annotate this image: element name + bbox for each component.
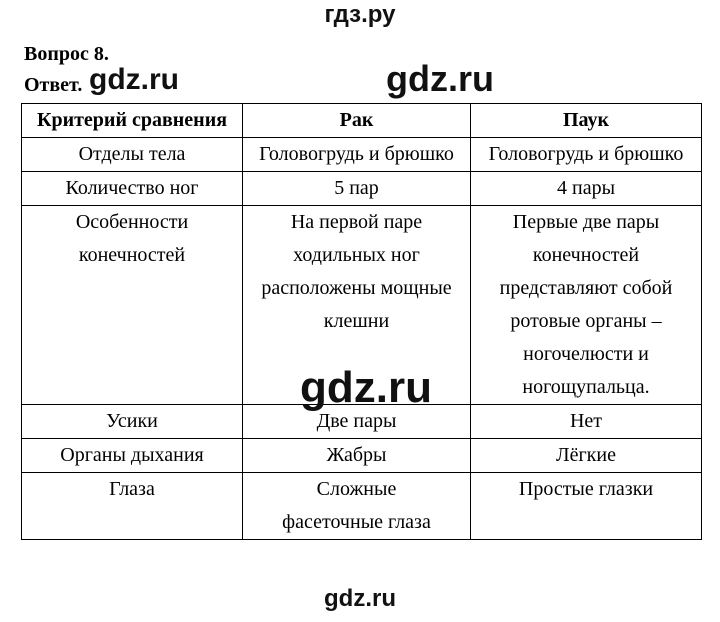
cell-criterion: Органы дыхания: [22, 439, 243, 473]
cell-criterion: Отделы тела: [22, 138, 243, 172]
cell-spider: Простые глазки: [471, 473, 702, 540]
cell-spider: Первые две пары конечностей представляют собой ротовые органы – ногочелюсти и ногощупальца.: [471, 206, 702, 405]
cell-crayfish: Две пары: [243, 405, 471, 439]
comparison-table: [21, 103, 702, 540]
header-spider: Паук: [471, 104, 702, 138]
cell-crayfish: Сложные фасеточные глаза: [243, 473, 471, 540]
header-crayfish: Рак: [243, 104, 471, 138]
table-row: [22, 172, 702, 206]
table-row: [22, 473, 702, 540]
watermark-bottom: gdz.ru: [324, 585, 396, 612]
table-row: [22, 138, 702, 172]
cell-criterion: Усики: [22, 405, 243, 439]
cell-spider: Нет: [471, 405, 702, 439]
watermark-top: гдз.ру: [324, 1, 396, 28]
watermark-right: gdz.ru: [386, 58, 494, 99]
table-header-row: [22, 104, 702, 138]
table-row: [22, 439, 702, 473]
cell-crayfish: На первой паре ходильных ног расположены мощные клешни: [243, 206, 471, 405]
cell-criterion: Количество ног: [22, 172, 243, 206]
question-number: Вопрос 8.: [24, 43, 109, 65]
cell-spider: Лёгкие: [471, 439, 702, 473]
cell-criterion: Глаза: [22, 473, 243, 540]
cell-spider: Головогрудь и брюшко: [471, 138, 702, 172]
cell-crayfish: Головогрудь и брюшко: [243, 138, 471, 172]
answer-label: Ответ.: [24, 74, 83, 96]
header-criterion: Критерий сравнения: [22, 104, 243, 138]
watermark-left: gdz.ru: [89, 63, 179, 96]
cell-spider: 4 пары: [471, 172, 702, 206]
cell-crayfish: Жабры: [243, 439, 471, 473]
watermark-middle: gdz.ru: [300, 363, 432, 412]
cell-criterion: Особенности конечностей: [22, 206, 243, 405]
cell-crayfish: 5 пар: [243, 172, 471, 206]
